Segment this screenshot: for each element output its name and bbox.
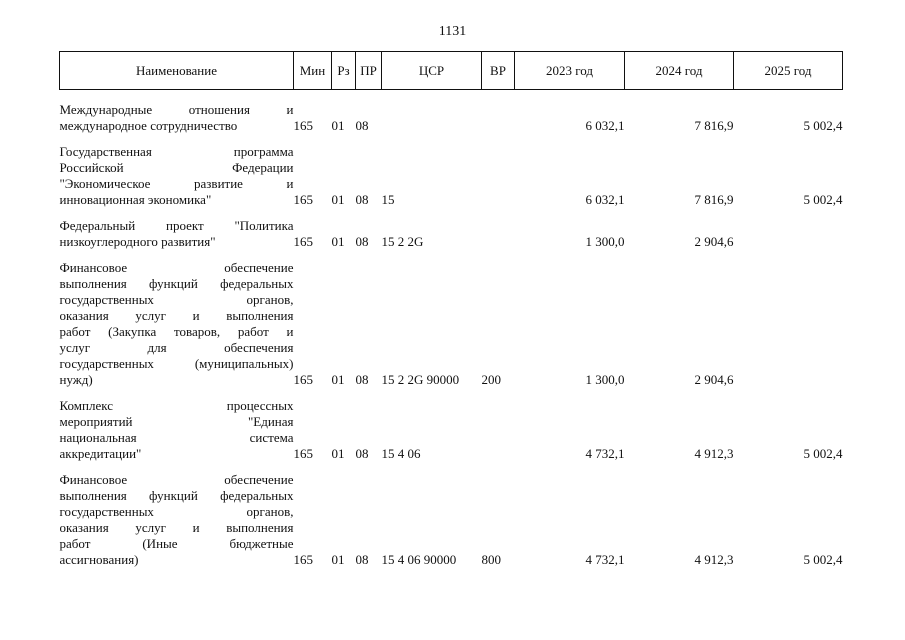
cell-vr xyxy=(482,208,515,250)
header-pr: ПР xyxy=(356,52,382,90)
page-number: 1131 xyxy=(438,24,467,39)
header-2023: 2023 год xyxy=(515,52,625,90)
cell-2023: 6 032,1 xyxy=(585,118,625,133)
table-row xyxy=(60,462,843,568)
cell-2025 xyxy=(734,208,843,250)
cell-vr xyxy=(482,388,515,462)
cell-2025 xyxy=(734,250,843,388)
header-vr: ВР xyxy=(482,52,515,90)
table-row xyxy=(60,388,843,462)
name-line: Федеральный проект "Политика xyxy=(59,218,294,233)
cell-2024: 4 912,3 xyxy=(694,552,734,567)
cell-2025: 5 002,4 xyxy=(803,446,843,461)
cell-pr: 08 xyxy=(355,552,369,567)
cell-2024: 4 912,3 xyxy=(694,446,734,461)
name-line: Комплекс процессных xyxy=(59,398,294,413)
cell-2025: 5 002,4 xyxy=(803,552,843,567)
cell-pr: 08 xyxy=(355,118,369,133)
cell-name xyxy=(60,134,294,208)
header-csr: ЦСР xyxy=(382,52,482,90)
cell-2023: 1 300,0 xyxy=(585,372,625,387)
table-row xyxy=(60,134,843,208)
name-line: Государственная программа xyxy=(59,144,294,159)
cell-pr: 08 xyxy=(355,234,369,249)
cell-2023: 6 032,1 xyxy=(585,192,625,207)
cell-2023: 1 300,0 xyxy=(585,234,625,249)
cell-2025: 5 002,4 xyxy=(803,118,843,133)
cell-min: 165 xyxy=(293,192,313,207)
name-line: выполнения функций федеральных xyxy=(59,488,294,503)
cell-name xyxy=(60,250,294,388)
cell-csr: 15 xyxy=(381,192,395,207)
name-line: национальная система xyxy=(59,430,294,445)
cell-2023: 4 732,1 xyxy=(585,446,625,461)
cell-rz: 01 xyxy=(331,552,345,567)
table-row xyxy=(60,208,843,250)
cell-name xyxy=(60,388,294,462)
cell-csr xyxy=(382,90,482,135)
cell-vr: 200 xyxy=(481,372,501,387)
header-min: Мин xyxy=(294,52,332,90)
cell-vr xyxy=(482,90,515,135)
cell-name xyxy=(60,462,294,568)
name-line: инновационная экономика" xyxy=(59,192,212,207)
name-line: Финансовое обеспечение xyxy=(59,472,294,487)
cell-vr: 800 xyxy=(481,552,501,567)
name-line: низкоуглеродного развития" xyxy=(59,234,216,249)
header-2024: 2024 год xyxy=(625,52,734,90)
cell-rz: 01 xyxy=(331,372,345,387)
cell-2024: 7 816,9 xyxy=(694,192,734,207)
cell-2023: 4 732,1 xyxy=(585,552,625,567)
cell-pr: 08 xyxy=(355,192,369,207)
name-line: аккредитации" xyxy=(59,446,142,461)
name-line: оказания услуг и выполнения xyxy=(59,308,294,323)
table-row xyxy=(60,250,843,388)
name-line: Российской Федерации xyxy=(59,160,294,175)
table-body xyxy=(60,90,843,569)
header-2025: 2025 год xyxy=(734,52,843,90)
cell-2024: 2 904,6 xyxy=(694,372,734,387)
name-line: Международные отношения и xyxy=(59,102,294,117)
cell-name xyxy=(60,208,294,250)
cell-csr: 15 4 06 90000 xyxy=(381,552,457,567)
cell-2025: 5 002,4 xyxy=(803,192,843,207)
name-line: международное сотрудничество xyxy=(59,118,238,133)
header-name: Наименование xyxy=(60,52,294,90)
name-line: государственных органов, xyxy=(59,292,294,307)
name-line: ассигнования) xyxy=(59,552,139,567)
budget-table xyxy=(59,51,843,568)
name-line: нужд) xyxy=(59,372,93,387)
name-line: государственных органов, xyxy=(59,504,294,519)
cell-pr: 08 xyxy=(355,446,369,461)
cell-2024: 2 904,6 xyxy=(694,234,734,249)
cell-csr: 15 2 2G xyxy=(381,234,424,249)
cell-2024: 7 816,9 xyxy=(694,118,734,133)
header-rz: Рз xyxy=(332,52,356,90)
cell-pr: 08 xyxy=(355,372,369,387)
name-line: оказания услуг и выполнения xyxy=(59,520,294,535)
name-line: "Экономическое развитие и xyxy=(59,176,294,191)
table-header xyxy=(60,52,843,90)
cell-min: 165 xyxy=(293,372,313,387)
cell-min: 165 xyxy=(293,118,313,133)
cell-name xyxy=(60,90,294,135)
cell-vr xyxy=(482,134,515,208)
cell-rz: 01 xyxy=(331,234,345,249)
name-line: мероприятий "Единая xyxy=(59,414,294,429)
name-line: работ (Закупка товаров, работ и xyxy=(59,324,294,339)
cell-rz: 01 xyxy=(331,118,345,133)
table-row xyxy=(60,90,843,135)
name-line: Финансовое обеспечение xyxy=(59,260,294,275)
cell-csr: 15 4 06 xyxy=(381,446,421,461)
cell-min: 165 xyxy=(293,234,313,249)
name-line: работ (Иные бюджетные xyxy=(59,536,294,551)
name-line: государственных (муниципальных) xyxy=(59,356,294,371)
name-line: выполнения функций федеральных xyxy=(59,276,294,291)
cell-rz: 01 xyxy=(331,192,345,207)
cell-min: 165 xyxy=(293,446,313,461)
cell-min: 165 xyxy=(293,552,313,567)
name-line: услуг для обеспечения xyxy=(59,340,294,355)
cell-csr: 15 2 2G 90000 xyxy=(381,372,460,387)
cell-rz: 01 xyxy=(331,446,345,461)
